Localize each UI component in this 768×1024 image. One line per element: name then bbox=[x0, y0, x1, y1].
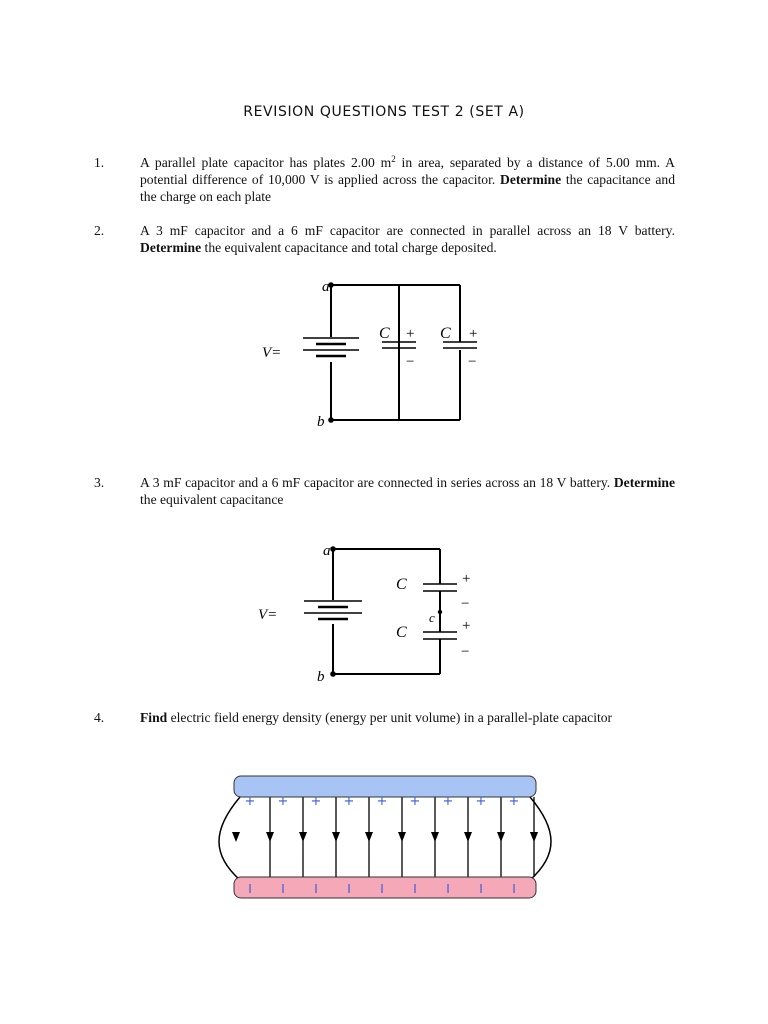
fringe-arrow-left bbox=[232, 832, 240, 842]
top-plate-plus-sign: + bbox=[277, 794, 289, 809]
top-plate-plus-sign: + bbox=[376, 794, 388, 809]
top-plate-plus-sign: + bbox=[508, 794, 520, 809]
capacitor-1-minus: − bbox=[461, 596, 470, 612]
capacitor-1-label: C bbox=[396, 576, 407, 593]
bottom-plate-minus-sign: I bbox=[281, 882, 285, 896]
field-lines bbox=[266, 797, 538, 877]
question-number: 1. bbox=[94, 155, 105, 170]
capacitor-2-minus: − bbox=[468, 354, 477, 370]
bottom-plate-minus-sign: I bbox=[248, 882, 252, 896]
field-arrow bbox=[266, 832, 274, 842]
top-plate-plus-sign: + bbox=[244, 794, 256, 809]
field-arrow bbox=[299, 832, 307, 842]
node-a-label: a bbox=[322, 279, 330, 295]
source-label: V= bbox=[262, 345, 282, 361]
capacitor-2-plus: + bbox=[462, 618, 471, 634]
bottom-plate-minus-sign: I bbox=[347, 882, 351, 896]
capacitor-1-minus: − bbox=[406, 354, 415, 370]
node-b-label: b bbox=[317, 669, 325, 685]
top-plate-plus-sign: + bbox=[442, 794, 454, 809]
question-text: A parallel plate capacitor has plates 2.00 $m^2$ in area, separated by a distance of 5.00 mm. A potential difference of 10,000 V is applied across the capacitor. Determine the capacitance and the charge on each plate bbox=[140, 154, 675, 204]
bottom-plate-minus-sign: I bbox=[479, 882, 483, 896]
question-text: A 3 mF capacitor and a 6 mF capacitor are connected in series across an 18 V battery. Determine the equivalent capacitance bbox=[140, 475, 675, 507]
top-plate-plus-sign: + bbox=[475, 794, 487, 809]
capacitor-2-label: C bbox=[440, 325, 451, 342]
question-number: 3. bbox=[94, 475, 105, 490]
bottom-plate-minus-sign: I bbox=[380, 882, 384, 896]
page-title: REVISION QUESTIONS TEST 2 (SET A) bbox=[243, 104, 525, 120]
capacitor-2-minus: − bbox=[461, 644, 470, 660]
top-plate-plus-sign: + bbox=[343, 794, 355, 809]
capacitor-2-label: C bbox=[396, 624, 407, 641]
node-a-label: a bbox=[323, 543, 331, 559]
bottom-plate bbox=[234, 877, 536, 898]
field-arrow bbox=[431, 832, 439, 842]
bottom-plate-minus-sign: I bbox=[314, 882, 318, 896]
field-arrow bbox=[464, 832, 472, 842]
question-number: 4. bbox=[94, 710, 105, 725]
field-arrow bbox=[332, 832, 340, 842]
bottom-plate-minus-sign: I bbox=[512, 882, 516, 896]
node-b-label: b bbox=[317, 414, 325, 430]
question-text: Find electric field energy density (energy per unit volume) in a parallel-plate capacitor bbox=[140, 710, 613, 725]
bottom-plate-minus-sign: I bbox=[413, 882, 417, 896]
question-number: 2. bbox=[94, 223, 105, 238]
top-plate-plus-sign: + bbox=[409, 794, 421, 809]
field-arrow bbox=[398, 832, 406, 842]
capacitor-1-plus: + bbox=[406, 326, 415, 342]
bottom-plate-minus-sign: I bbox=[446, 882, 450, 896]
node-c-label: c bbox=[429, 610, 435, 625]
field-arrow bbox=[365, 832, 373, 842]
field-arrow bbox=[497, 832, 505, 842]
top-plate-plus-sign: + bbox=[310, 794, 322, 809]
capacitor-2-plus: + bbox=[469, 326, 478, 342]
capacitor-1-label: C bbox=[379, 325, 390, 342]
source-label: V= bbox=[258, 607, 278, 623]
capacitor-1-plus: + bbox=[462, 571, 471, 587]
question-text: A 3 mF capacitor and a 6 mF capacitor are connected in parallel across an 18 V battery. Determine the equivalent capacitance and total charge deposited. bbox=[140, 223, 675, 255]
field-arrow bbox=[530, 832, 538, 842]
